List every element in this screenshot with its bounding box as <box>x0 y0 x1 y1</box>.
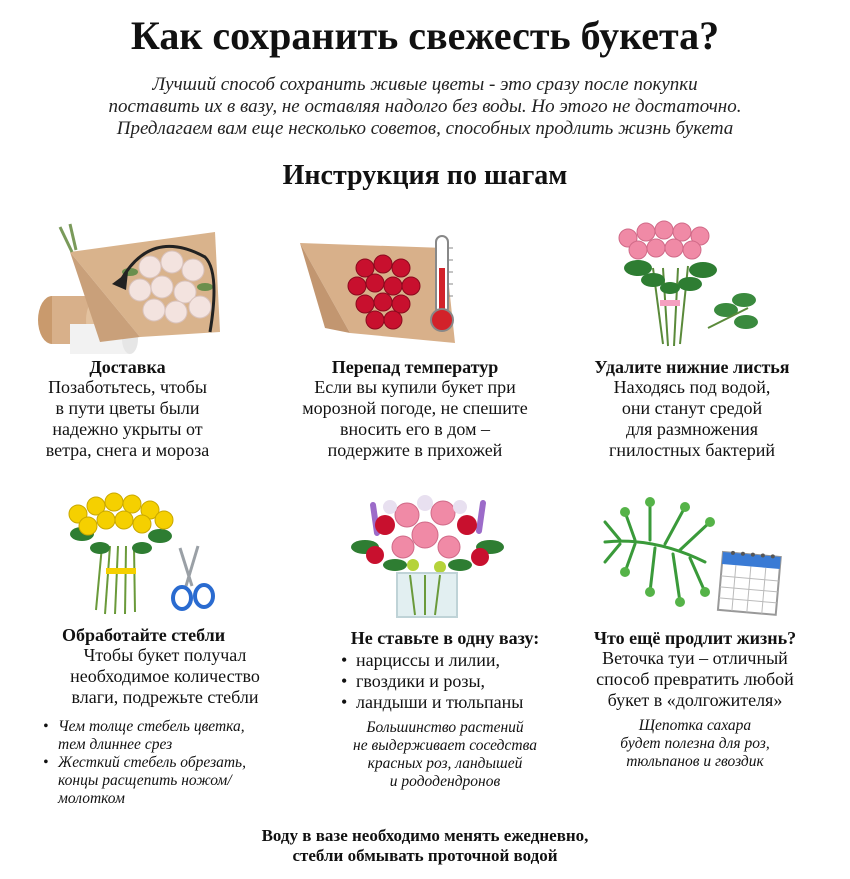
step-temperature <box>275 357 555 461</box>
yellow-roses-image <box>60 486 220 618</box>
note-line: концы расщепить ножом/ <box>58 772 232 789</box>
list-item <box>40 754 300 808</box>
step-stems <box>40 625 300 808</box>
note-line: и рододендронов <box>389 773 501 790</box>
step-text-line: Чтобы букет получал <box>83 645 247 665</box>
step-text-line: Веточка туи – отличный <box>602 648 788 668</box>
step-text-line: морозной погоде, не спешите <box>302 398 528 418</box>
note-line: Щепотка сахара <box>638 717 752 734</box>
step-text-line: они станут средой <box>621 398 763 418</box>
stem-tips-list <box>40 718 300 808</box>
footer-note <box>0 826 850 866</box>
step-text-line: для размножения <box>625 419 759 439</box>
step-text-line: надежно укрыты от <box>52 419 203 439</box>
step-extra <box>575 628 815 771</box>
wrapped-bouquet-icon <box>30 212 225 362</box>
note-line: тем длиннее срез <box>58 736 173 753</box>
step-text-line: Находясь под водой, <box>613 377 771 397</box>
list-item: • гвоздики и розы, <box>338 671 570 692</box>
step-title: Что ещё продлит жизнь? <box>593 628 797 648</box>
list-item <box>40 718 300 754</box>
footer-line: стебли обмывать проточной водой <box>292 846 558 865</box>
step-title: Перепад температур <box>331 357 499 377</box>
step-text-line: способ превратить любой <box>596 669 794 689</box>
vase-icon <box>345 485 510 620</box>
intro-line: Лучший способ сохранить живые цветы - это сразу после покупки <box>152 74 698 95</box>
step-text-line: вносить его в дом – <box>340 419 490 439</box>
step-title: Обработайте стебли <box>62 625 226 645</box>
intro-line: поставить их в вазу, не оставляя надолго без воды. Но этого не достаточно. <box>108 96 742 117</box>
step-text-line: ветра, снега и мороза <box>45 440 210 460</box>
note-line: тюльпанов и гвоздик <box>626 753 764 770</box>
leaf-icon <box>608 218 768 350</box>
section-subtitle: Инструкция по шагам <box>282 160 568 191</box>
note-line: Большинство растений <box>366 719 524 736</box>
step-leaves <box>572 357 812 461</box>
step-text-line: влаги, подрежьте стебли <box>71 687 259 707</box>
step-delivery <box>30 357 225 461</box>
intro-line: Предлагаем вам еще несколько советов, способных продлить жизнь букета <box>116 118 734 139</box>
scissors-icon <box>60 486 220 618</box>
incompatible-flowers-list <box>338 650 570 713</box>
step-text-line: Если вы купили букет при <box>314 377 516 397</box>
step-text-line: необходимое количество <box>70 666 260 686</box>
red-roses-thermometer-image <box>295 228 485 353</box>
step-vase <box>320 628 570 791</box>
step-text-line: подержите в прихожей <box>327 440 503 460</box>
page-title: Как сохранить свежесть букета? <box>130 13 720 58</box>
intro-text <box>30 74 820 140</box>
vase-note <box>320 719 570 791</box>
note-line: • Чем толще стебель цветка, <box>58 718 245 735</box>
step-title: Доставка <box>89 357 166 377</box>
list-item: • ландыши и тюльпаны <box>338 692 570 713</box>
step-text <box>575 648 815 711</box>
note-line: • Жесткий стебель обрезать, <box>58 754 246 771</box>
step-text <box>40 645 290 708</box>
extra-note <box>575 717 815 771</box>
step-text-line: букет в «долгожителя» <box>607 690 783 710</box>
step-text <box>572 377 812 461</box>
thuja-calendar-image <box>595 492 795 617</box>
list-item: • нарциссы и лилии, <box>338 650 570 671</box>
step-title: Не ставьте в одну вазу: <box>350 628 540 648</box>
step-text-line: в пути цветы были <box>55 398 200 418</box>
pink-roses-image <box>608 218 768 350</box>
note-line: будет полезна для роз, <box>620 735 770 752</box>
step-title: Удалите нижние листья <box>594 357 790 377</box>
note-line: красных роз, ландышей <box>367 755 523 772</box>
wrapped-bouquet-image <box>30 212 225 362</box>
step-text-line: гнилостных бактерий <box>609 440 775 460</box>
note-line: не выдерживает соседства <box>353 737 537 754</box>
footer-line: Воду в вазе необходимо менять ежедневно, <box>261 826 589 845</box>
step-text-line: Позаботьтесь, чтобы <box>48 377 207 397</box>
step-text <box>30 377 225 461</box>
note-line: молотком <box>58 790 125 807</box>
step-text <box>275 377 555 461</box>
vase-flowers-image <box>345 485 510 620</box>
calendar-icon <box>595 492 795 617</box>
thermometer-icon <box>295 228 485 353</box>
